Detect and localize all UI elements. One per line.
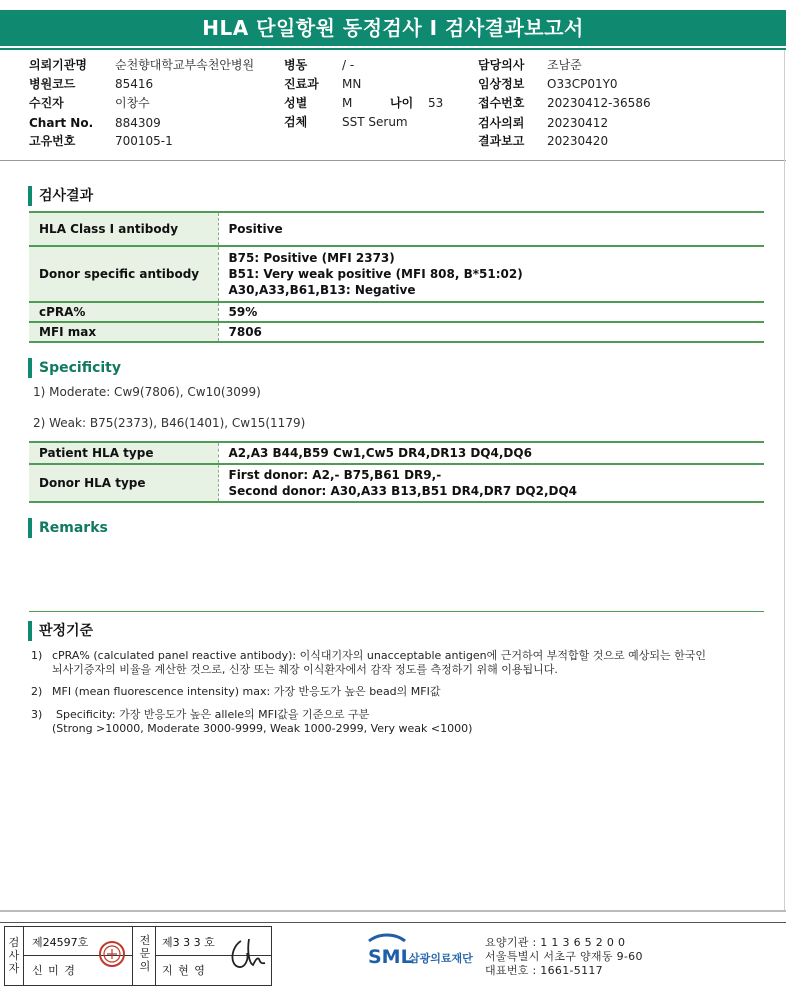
- reviewer-license-no: 제3 3 3 호: [162, 936, 215, 949]
- page-edge-line: [784, 50, 785, 910]
- inspector-role: 검사자: [8, 936, 20, 975]
- hospital-code-value: 85416: [115, 77, 154, 91]
- criteria-line: (Strong >10000, Moderate 3000-9999, Weak 1000-2999, Very weak <1000): [52, 722, 473, 735]
- criteria-line: cPRA% (calculated panel reactive antibody): 이식대기자의 unacceptable antigen에 근거하여 부적합할 것으로 예상되는 한국인: [52, 649, 706, 662]
- logo-org-name: 삼광의료재단: [409, 952, 473, 965]
- hla-label: Donor HLA type: [29, 464, 218, 502]
- doctor-label: 담당의사: [478, 58, 525, 72]
- unique-no-label: 고유번호: [29, 134, 76, 148]
- hla-line: Second donor: A30,A33 B13,B51 DR4,DR7 DQ2,DQ4: [228, 484, 578, 498]
- criteria-num: 3): [31, 708, 43, 721]
- criteria-num: 2): [31, 685, 43, 698]
- logo-mark: SML: [368, 946, 413, 968]
- sex-label: 성별: [284, 96, 308, 110]
- specificity-section-title: Specificity: [28, 358, 121, 378]
- age-value: 53: [428, 96, 444, 110]
- lab-address: 서울특별시 서초구 양재동 9-60: [485, 950, 643, 963]
- result-line: B51: Very weak positive (MFI 808, B*51:02): [228, 267, 523, 281]
- report-title: HLA 단일항원 동정검사 I 검사결과보고서: [0, 10, 786, 46]
- reviewer-role: 전문의: [139, 934, 151, 973]
- department-value: MN: [342, 77, 362, 91]
- report-date-value: 20230420: [547, 134, 609, 148]
- title-divider: [0, 48, 786, 50]
- criteria-line: MFI (mean fluorescence intensity) max: 가장 반응도가 높은 bead의 MFI값: [52, 685, 441, 698]
- institution-value: 순천향대학교부속천안병원: [115, 58, 255, 72]
- patient-label: 수진자: [29, 96, 64, 110]
- hla-label: Patient HLA type: [29, 442, 218, 464]
- hla-table: [29, 441, 764, 503]
- reviewer-signature-icon: [225, 935, 267, 975]
- result-line: Positive: [228, 222, 283, 236]
- reviewer-name: 지 현 영: [162, 964, 206, 977]
- patient-value: 이창수: [115, 96, 150, 110]
- results-section-title: 검사결과: [28, 186, 93, 206]
- age-label: 나이: [390, 96, 414, 110]
- receipt-no-label: 접수번호: [478, 96, 525, 110]
- clinical-info-label: 임상정보: [478, 77, 525, 91]
- institution-label: 의뢰기관명: [29, 58, 87, 72]
- results-table: [29, 211, 764, 343]
- result-label: cPRA%: [29, 302, 218, 322]
- result-line: 59%: [228, 305, 258, 319]
- result-label: Donor specific antibody: [29, 246, 218, 302]
- ward-value: / -: [342, 58, 355, 72]
- sml-logo-icon: [365, 931, 483, 971]
- table-row: [29, 464, 764, 502]
- criteria-num: 1): [31, 649, 43, 662]
- result-line: B75: Positive (MFI 2373): [228, 251, 395, 265]
- result-value: [218, 212, 764, 246]
- result-value: [218, 246, 764, 302]
- remarks-divider: [29, 611, 764, 612]
- request-date-value: 20230412: [547, 116, 609, 130]
- chart-no-label: Chart No.: [29, 116, 94, 130]
- hla-line: First donor: A2,- B75,B61 DR9,-: [228, 468, 442, 482]
- table-row: [29, 322, 764, 342]
- lab-phone: 대표번호 : 1661-5117: [485, 964, 603, 977]
- unique-no-value: 700105-1: [115, 134, 173, 148]
- report-date-label: 결과보고: [478, 134, 525, 148]
- table-row: [29, 212, 764, 246]
- inspector-name: 신 미 경: [32, 964, 76, 977]
- inspector-seal-icon: [98, 940, 126, 968]
- specimen-label: 검체: [284, 115, 308, 129]
- criteria-line: Specificity: 가장 반응도가 높은 allele의 MFI값을 기준으로 구분: [56, 708, 370, 721]
- chart-no-value: 884309: [115, 116, 161, 130]
- remarks-section-title: Remarks: [28, 518, 108, 538]
- request-date-label: 검사의뢰: [478, 116, 525, 130]
- department-label: 진료과: [284, 77, 319, 91]
- inspector-license-no: 제24597호: [32, 936, 89, 949]
- hla-value: [218, 442, 764, 464]
- clinical-info-value: O33CP01Y0: [547, 77, 618, 91]
- receipt-no-value: 20230412-36586: [547, 96, 651, 110]
- footer-divider: [0, 922, 786, 923]
- result-value: [218, 302, 764, 322]
- table-row: [29, 442, 764, 464]
- result-label: MFI max: [29, 322, 218, 342]
- criteria-line: 뇌사기증자의 비율을 계산한 것으로, 신장 또는 췌장 이식환자에서 감작 정도를 측정하기 위해 이용됩니다.: [52, 663, 558, 676]
- hospital-code-label: 병원코드: [29, 77, 76, 91]
- result-value: [218, 322, 764, 342]
- specimen-value: SST Serum: [342, 115, 408, 129]
- doctor-value: 조남준: [547, 58, 582, 72]
- specificity-line-moderate: 1) Moderate: Cw9(7806), Cw10(3099): [33, 385, 261, 399]
- hla-value: [218, 464, 764, 502]
- sex-value: M: [342, 96, 353, 110]
- footer-divider: [0, 910, 786, 912]
- result-line: A30,A33,B61,B13: Negative: [228, 283, 416, 297]
- care-institution-no: 요양기관 : 1 1 3 6 5 2 0 0: [485, 936, 626, 949]
- table-row: [29, 302, 764, 322]
- result-label: HLA Class I antibody: [29, 212, 218, 246]
- hla-line: A2,A3 B44,B59 Cw1,Cw5 DR4,DR13 DQ4,DQ6: [228, 446, 532, 460]
- header-divider: [0, 160, 786, 161]
- table-row: [29, 246, 764, 302]
- specificity-line-weak: 2) Weak: B75(2373), B46(1401), Cw15(1179): [33, 416, 306, 430]
- ward-label: 병동: [284, 58, 308, 72]
- criteria-section-title: 판정기준: [28, 621, 93, 641]
- result-line: 7806: [228, 325, 262, 339]
